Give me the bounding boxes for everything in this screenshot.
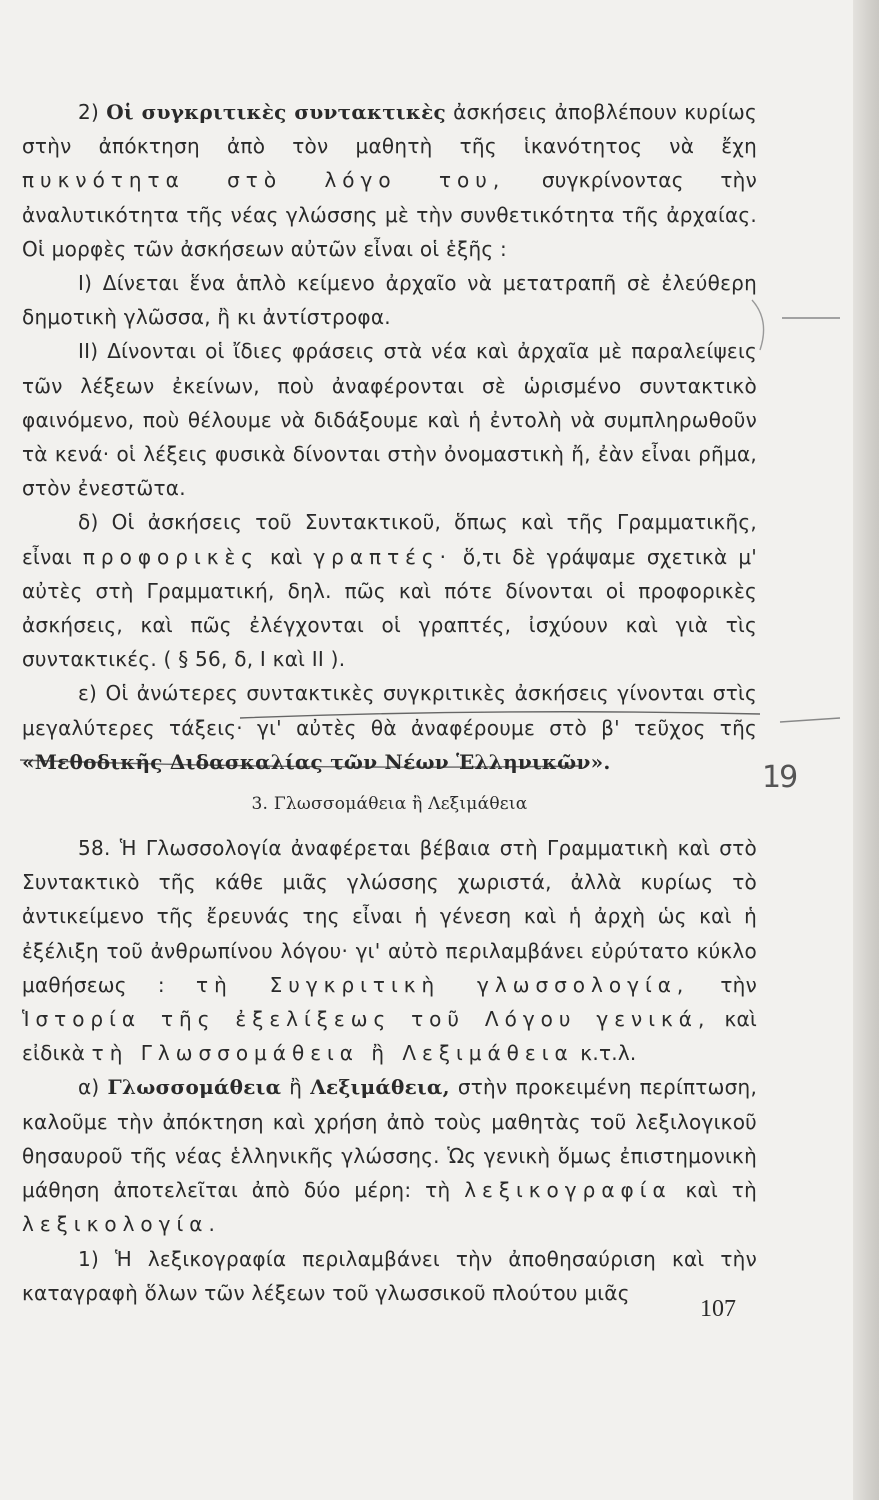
text-run: καὶ (269, 544, 303, 569)
text-run: ἢ (289, 1075, 303, 1100)
spaced-text: Ἱστορία τῆς ἐξελίξεως τοῦ Λόγου γενικά, (22, 1007, 711, 1032)
paragraph-lexicography: 1) Ἡ λεξικογραφία περιλαμβάνει τὴν ἀποθησαύριση καὶ τὴν καταγραφὴ ὅλων τῶν λέξεων τοῦ γλωσσικοῦ πλούτου μιᾶς (22, 1246, 757, 1305)
spaced-text: τὴ Γλωσσομάθεια ἢ Λεξιμάθεια (91, 1041, 574, 1066)
text-run: στὴν προκειμένη περίπτωση, καλοῦμε τὴν ἀπόκτηση καὶ χρήση ἀπὸ τοὺς μαθητὰς τοῦ λεξιλογικοῦ θησαυροῦ τῆς νέας ἑλληνικῆς γλώσσης. Ὡς γενικὴ ὅμως ἐπιστημονικὴ μάθηση ἀποτελεῖται ἀπὸ δύο μέρη: τὴ (22, 1075, 758, 1203)
text-run: ἀσκήσεις ἀποβλέπουν κυρίως στὴν ἀπόκτηση ἀπὸ τὸν μαθητὴ τῆς ἱκανότητος νὰ ἔχη (22, 100, 758, 159)
item-number: 2) (78, 100, 100, 124)
spaced-text: γραπτές· (313, 544, 453, 569)
text-run: 58. Ἡ Γλωσσολογία ἀναφέρεται βέβαια στὴ Γραμματικὴ καὶ στὸ Συντακτικὸ τῆς κάθε μιᾶς γλώσσης χωριστά, ἀλλὰ κυρίως τὸ ἀντικείμενο τῆς ἔρευνάς της εἶναι ἡ γένεση καὶ ἡ ἀρχὴ ὡς καὶ ἡ ἐξέλιξη τοῦ ἀνθρωπίνου λόγου· γι' αὐτὸ περιλαμβάνει εὐρύτατο κύκλο μαθήσεως : (22, 836, 757, 997)
spaced-text: προφορικὲς (82, 544, 260, 569)
section-heading: 3. Γλωσσομάθεια ἢ Λεξιμάθεια (251, 794, 528, 815)
item-number: α) (78, 1075, 100, 1100)
paragraph-alpha (22, 1070, 757, 1241)
paragraph-syntactic-exercises (22, 95, 757, 266)
paragraph-58 (22, 831, 757, 1070)
text-run: δ) Οἱ ἀσκήσεις τοῦ Συντακτικοῦ, ὅπως καὶ τῆς Γραμματικῆς, εἶναι (22, 510, 757, 569)
bold-term: Λεξιμάθεια, (310, 1075, 450, 1100)
paragraph-delta (22, 505, 757, 676)
text-run: συγκρίνοντας τὴν ἀναλυτικότητα τῆς νέας γλώσσης μὲ τὴν συνθετικότητα τῆς ἀρχαίας. Οἱ μορφὲς τῶν ἀσκήσεων αὐτῶν εἶναι οἱ ἑξῆς : (22, 168, 757, 261)
spaced-text: λεξικογραφία (464, 1178, 672, 1203)
spaced-text: πυκνότητα στὸ λόγο του, (22, 168, 506, 193)
text-run: ὅ,τι δὲ γράψαμε σχετικὰ μ' αὐτὲς στὴ Γραμματική, δηλ. πῶς καὶ πότε δίνονται οἱ προφορικὲς ἀσκήσεις, καὶ πῶς ἐλέγχονται οἱ γραπτές, ἰσχύουν καὶ γιὰ τὶς συντακτικές. ( § 56, δ, Ι καὶ ΙΙ ). (22, 544, 758, 672)
body-text (22, 95, 757, 1310)
page-number: 107 (700, 1296, 736, 1322)
margin-note: 19 (762, 760, 797, 795)
spaced-text: τὴ Συγκριτικὴ γλωσσολογία, (196, 972, 690, 997)
text-run: τὴν (720, 972, 758, 997)
bold-term: Γλωσσομάθεια (107, 1075, 282, 1100)
text-run: ε) Οἱ ἀνώτερες συντακτικὲς συγκριτικὲς ἀσκήσεις γίνονται στὶς μεγαλύτερες τάξεις· γι' αὐτὲς θὰ ἀναφέρουμε στὸ β' τεῦχος τῆς (22, 681, 757, 740)
paragraph-item-1: Ι) Δίνεται ἕνα ἁπλὸ κείμενο ἀρχαῖο νὰ μετατραπῆ σὲ ἐλεύθερη δημοτικὴ γλῶσσα, ἢ κι ἀντίστροφα. (22, 271, 757, 330)
bold-title: «Μεθοδικῆς Διδασκαλίας τῶν Νέων Ἑλληνικῶν». (22, 749, 611, 774)
spaced-text: λεξικολογία. (22, 1212, 221, 1237)
text-run: καὶ εἰδικὰ (22, 1007, 758, 1066)
bold-term: Οἱ συγκριτικὲς συντακτικὲς (106, 100, 446, 124)
paragraph-epsilon (22, 676, 757, 779)
text-run: κ.τ.λ. (580, 1041, 637, 1066)
paragraph-item-2: ΙΙ) Δίνονται οἱ ἴδιες φράσεις στὰ νέα καὶ ἀρχαῖα μὲ παραλείψεις τῶν λέξεων ἐκείνων, ποὺ ἀναφέρονται σὲ ὡρισμένο συντακτικὸ φαινόμενο, ποὺ θέλουμε νὰ διδάξουμε καὶ ἡ ἐντολὴ νὰ συμπληρωθοῦν τὰ κενά· οἱ λέξεις φυσικὰ δίνονται στὴν ὀνομαστικὴ ἤ, ἐὰν εἶναι ρῆμα, στὸν ἐνεστῶτα. (22, 339, 757, 501)
text-run: καὶ τὴ (685, 1178, 758, 1203)
